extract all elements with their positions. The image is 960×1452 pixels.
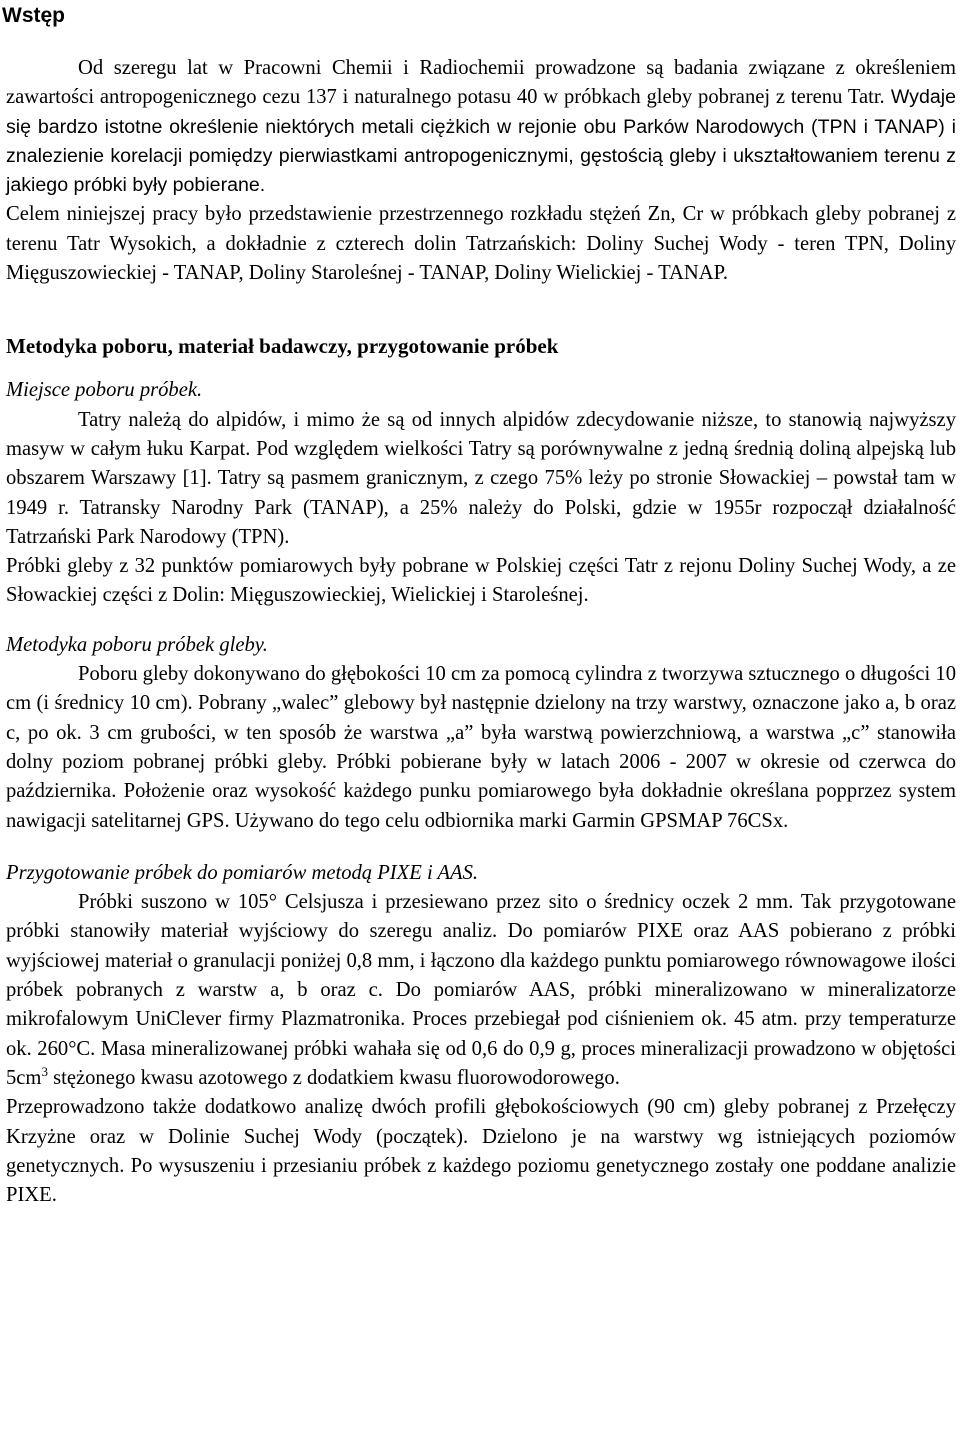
subheading-site: Miejsce poboru próbek. [6,379,203,402]
site-paragraph-1: Tatry należą do alpidów, i mimo że są od innych alpidów zdecydowanie niższe, to stanowią najwyższy masyw w całym łuku Karpat. Pod względem wielkości Tatry są porównywalne z jedną średnią doliną alpejską lub obszarem Warszawy [1]. Tatry są pasmem granicznym, z czego 75% leży po stronie Słowackiej – powstał tam w 1949 r. Tatransky Narodny Park (TANAP), a 25% należy do Polski, gdzie w 1955r rozpoczął działalność Tatrzański Park Narodowy (TPN). [6,408,956,548]
intro-p1-sans: Wydaje się bardzo istotne określenie niektórych metali ciężkich w rejonie obu Parków Narodowych (TPN i TANAP) i znalezienie korelacji pomiędzy pierwiastkami antropogenicznymi, gęstością gleby i ukształtowaniem terenu z jakiego próbki były pobierane. [6,86,956,197]
sampling-paragraph-1: Poboru gleby dokonywano do głębokości 10 cm za pomocą cylindra z tworzywa sztucznego o długości 10 cm (i średnicy 10 cm). Pobrany „walec” glebowy był następnie dzielony na trzy warstwy, oznaczone jako a, b oraz c, po ok. 3 cm grubości, w ten sposób że warstwa „a” była warstwą powierzchniową, a warstwa „c” stanowiła dolny poziom pobranej próbki gleby. Próbki pobierane były w latach 2006 - 2007 w okresie od czerwca do października. Położenie oraz wysokość każdego punku pomiarowego była dokładnie określana popprzez system nawigacji satelitarnej GPS. Używano do tego celu odbiornika marki Garmin GPSMAP 76CSx. [6,663,956,832]
intro-paragraph-2: Celem niniejszej pracy było przedstawienie przestrzennego rozkładu stężeń Zn, Cr w próbkach gleby pobranej z terenu Tatr Wysokich, a dokładnie z czterech dolin Tatrzańskich: Doliny Suchej Wody - teren TPN, Doliny Mięguszowieckiej - TANAP, Doliny Staroleśnej - TANAP, Doliny Wielickiej - TANAP. [6,203,956,285]
subheading-prep: Przygotowanie próbek do pomiarów metodą PIXE i AAS. [6,861,479,884]
prep-paragraph-1 [6,888,956,1093]
prep-p1-superscript: 3 [41,1064,48,1080]
document-page [2,0,956,1210]
prep-p1-text-b: stężonego kwasu azotowego z dodatkiem kwasu fluorowodorowego. [47,1066,620,1089]
intro-paragraph-1 [6,54,956,200]
prep-paragraph-2: Przeprowadzono także dodatkowo analizę dwóch profili głębokościowych (90 cm) gleby pobranej z Przełęczy Krzyżne oraz w Dolinie Suchej Wody (początek). Dzielono je na warstwy wg istniejących poziomów genetycznych. Po wysuszeniu i przesianiu próbek z każdego poziomu genetycznego zostały one poddane analizie PIXE. [6,1096,956,1207]
section-title-intro: Wstęp [2,4,65,27]
prep-p1-text-a: Próbki suszono w 105° Celsjusza i przesiewano przez sito o średnicy oczek 2 mm. Tak przygotowane próbki stanowiły materiał wyjściowy do szeregu analiz. Do pomiarów PIXE oraz AAS pobierano z próbki wyjściowej materiał o granulacji poniżej 0,8 mm, i łączono dla każdego punktu pomiarowego równowagowe ilości próbek pobranych z warstw a, b oraz c. Do pomiarów AAS, próbki mineralizowano w mineralizatorze mikrofalowym UniClever firmy Plazmatronika. Proces przebiegał pod ciśnieniem ok. 45 atm. przy temperaturze ok. 260°C. Masa mineralizowanej próbki wahała się od 0,6 do 0,9 g, proces mineralizacji prowadzono w objętości 5cm [6,891,956,1089]
subheading-sampling: Metodyka poboru próbek gleby. [6,633,268,656]
intro-p1-serif: Od szeregu lat w Pracowni Chemii i Radiochemii prowadzone są badania związane z określeniem zawartości antropogenicznego cezu 137 i naturalnego potasu 40 w próbkach gleby pobranej z terenu Tatr. [6,57,956,109]
section-title-methods: Metodyka poboru, materiał badawczy, przygotowanie próbek [6,334,559,359]
site-paragraph-2: Próbki gleby z 32 punktów pomiarowych były pobrane w Polskiej części Tatr z rejonu Doliny Suchej Wody, a ze Słowackiej części z Dolin: Mięguszowieckiej, Wielickiej i Staroleśnej. [6,555,956,607]
